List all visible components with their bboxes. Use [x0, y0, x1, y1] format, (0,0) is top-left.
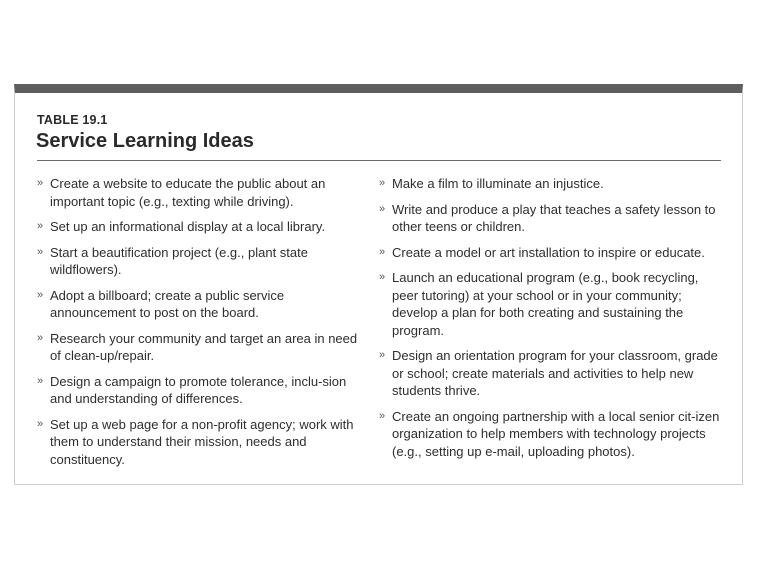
list-item	[379, 408, 724, 461]
list-item	[379, 244, 724, 262]
list-item-text: Create an ongoing partnership with a local senior cit-izen organization to help members with technology projects (e.g., setting up e-mail, uploading photos).	[392, 408, 720, 459]
table-title: Service Learning Ideas	[36, 130, 254, 152]
list-item	[37, 175, 367, 210]
list-item	[37, 287, 367, 322]
bullet-icon: »	[37, 288, 44, 301]
list-item-text: Create a website to educate the public about an important topic (e.g., texting while driving).	[50, 176, 326, 209]
list-item	[37, 218, 367, 236]
list-item-text: Start a beautification project (e.g., plant state wildflowers).	[50, 244, 308, 277]
bullet-icon: »	[37, 374, 44, 387]
bullet-icon: »	[379, 349, 386, 361]
title-divider	[37, 160, 721, 161]
bullet-icon: »	[37, 245, 44, 258]
left-column-list	[37, 175, 367, 476]
list-item-text: Design a campaign to promote tolerance, inclu-sion and understanding of differences.	[50, 373, 347, 406]
list-item-text: Write and produce a play that teaches a safety lesson to other teens or children.	[392, 201, 716, 234]
bullet-icon: »	[379, 177, 386, 189]
table-number: TABLE 19.1	[37, 113, 108, 127]
list-item-text: Make a film to illuminate an injustice.	[392, 176, 604, 191]
service-learning-table	[14, 84, 743, 485]
list-item-text: Set up an informational display at a local library.	[50, 219, 326, 234]
bullet-icon: »	[379, 202, 386, 215]
list-item	[379, 269, 724, 339]
list-item	[379, 347, 724, 400]
list-item	[379, 201, 724, 236]
bullet-icon: »	[379, 409, 386, 422]
list-item	[37, 373, 367, 408]
list-item	[37, 330, 367, 365]
bullet-icon: »	[379, 245, 386, 258]
list-item-text: Launch an educational program (e.g., book recycling, peer tutoring) at your school or in your community; develop a plan for both creating and sustaining the program.	[392, 270, 699, 338]
list-item-text: Adopt a billboard; create a public service announcement to post on the board.	[50, 287, 285, 320]
list-item-text: Research your community and target an area in need of clean-up/repair.	[50, 330, 358, 363]
list-item-text: Set up a web page for a non-profit agency; work with them to understand their mission, needs and constituency.	[50, 416, 354, 467]
list-item	[379, 175, 724, 193]
bullet-icon: »	[37, 331, 44, 344]
list-item-text: Design an orientation program for your classroom, grade or school; create materials and activities to help new students thrive.	[392, 348, 718, 398]
list-item	[37, 244, 367, 279]
list-item	[37, 416, 367, 469]
bullet-icon: »	[37, 177, 44, 189]
bullet-icon: »	[37, 220, 44, 232]
bullet-icon: »	[379, 271, 386, 283]
bullet-icon: »	[37, 417, 44, 430]
list-item-text: Create a model or art installation to inspire or educate.	[392, 244, 705, 260]
right-column-list	[379, 175, 724, 468]
